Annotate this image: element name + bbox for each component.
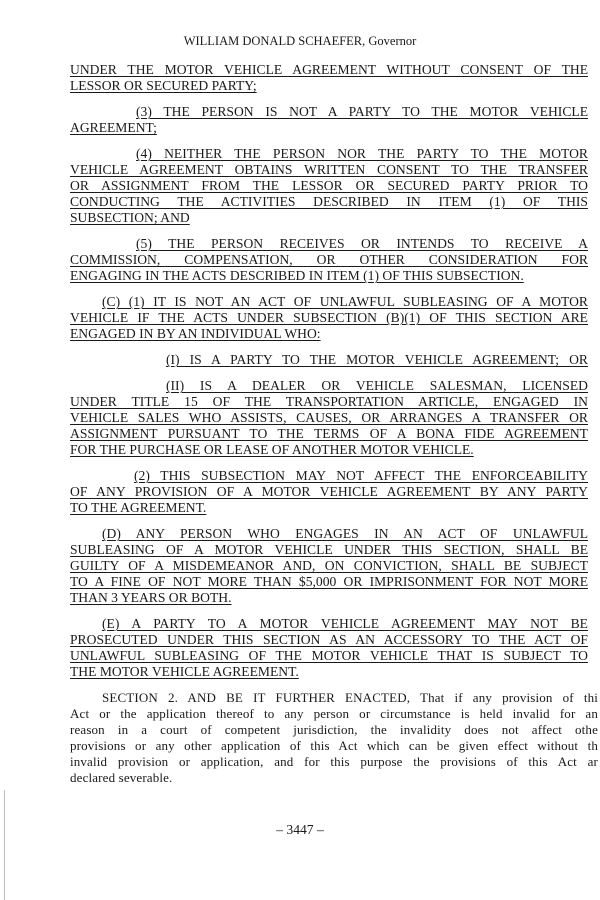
page-header: WILLIAM DONALD SCHAEFER, Governor	[183, 34, 417, 48]
text-line: UNDER THE MOTOR VEHICLE AGREEMENT WITHOUT CONSENT OF THE	[70, 62, 588, 77]
text-line: GUILTY OF A MISDEMEANOR AND, ON CONVICTION, SHALL BE SUBJECT	[70, 558, 588, 573]
text-line: TO A FINE OF NOT MORE THAN $5,000 OR IMPRISONMENT FOR NOT MORE	[70, 574, 588, 589]
text-line: ASSIGNMENT PURSUANT TO THE TERMS OF A BONA FIDE AGREEMENT	[70, 426, 588, 441]
text-line: invalid provision or application, and for this purpose the provisions of this Act ar	[70, 754, 598, 769]
text-line: THAN 3 YEARS OR BOTH.	[70, 590, 232, 605]
text-line: CONDUCTING THE ACTIVITIES DESCRIBED IN ITEM (1) OF THIS	[70, 194, 588, 209]
text-line: SUBSECTION; AND	[70, 210, 190, 225]
text-line: TO THE AGREEMENT.	[70, 500, 207, 515]
text-line: (I) IS A PARTY TO THE MOTOR VEHICLE AGREEMENT; OR	[166, 352, 588, 367]
text-line: AGREEMENT;	[70, 120, 157, 135]
text-line: VEHICLE IF THE ACTS UNDER SUBSECTION (B)(1) OF THIS SECTION ARE	[70, 310, 588, 325]
text-line: ENGAGED IN BY AN INDIVIDUAL WHO:	[70, 326, 321, 341]
text-line: (2) THIS SUBSECTION MAY NOT AFFECT THE ENFORCEABILITY	[134, 468, 588, 483]
page-number: – 3447 –	[276, 822, 324, 837]
text-line: PROSECUTED UNDER THIS SECTION AS AN ACCESSORY TO THE ACT OF	[70, 632, 588, 647]
text-line: (II) IS A DEALER OR VEHICLE SALESMAN, LICENSED	[166, 378, 588, 393]
text-line: VEHICLE AGREEMENT OBTAINS WRITTEN CONSENT TO THE TRANSFER	[70, 162, 588, 177]
text-line: (E) A PARTY TO A MOTOR VEHICLE AGREEMENT MAY NOT BE	[102, 616, 588, 631]
text-line: FOR THE PURCHASE OR LEASE OF ANOTHER MOTOR VEHICLE.	[70, 442, 474, 457]
scan-edge-line	[4, 790, 5, 900]
text-line: UNLAWFUL SUBLEASING OF THE MOTOR VEHICLE THAT IS SUBJECT TO	[70, 648, 588, 663]
text-line: ENGAGING IN THE ACTS DESCRIBED IN ITEM (1) OF THIS SUBSECTION.	[70, 268, 524, 283]
text-line: Act or the application thereof to any person or circumstance is held invalid for an	[70, 706, 598, 721]
text-line: OF ANY PROVISION OF A MOTOR VEHICLE AGREEMENT BY ANY PARTY	[70, 484, 588, 499]
text-line: (4) NEITHER THE PERSON NOR THE PARTY TO THE MOTOR	[136, 146, 588, 161]
text-line: (5) THE PERSON RECEIVES OR INTENDS TO RECEIVE A	[136, 236, 588, 251]
text-line: (C) (1) IT IS NOT AN ACT OF UNLAWFUL SUBLEASING OF A MOTOR	[102, 294, 588, 309]
text-line: OR ASSIGNMENT FROM THE LESSOR OR SECURED PARTY PRIOR TO	[70, 178, 588, 193]
text-line: LESSOR OR SECURED PARTY;	[70, 78, 257, 93]
text-line: (3) THE PERSON IS NOT A PARTY TO THE MOTOR VEHICLE	[136, 104, 588, 119]
text-line: THE MOTOR VEHICLE AGREEMENT.	[70, 664, 299, 679]
text-line: SECTION 2. AND BE IT FURTHER ENACTED, That if any provision of thi	[102, 690, 598, 705]
text-line: SUBLEASING OF A MOTOR VEHICLE UNDER THIS SECTION, SHALL BE	[70, 542, 588, 557]
text-line: reason in a court of competent jurisdiction, the invalidity does not affect othe	[70, 722, 598, 737]
text-line: provisions or any other application of this Act which can be given effect without th	[70, 738, 598, 753]
text-line: UNDER TITLE 15 OF THE TRANSPORTATION ARTICLE, ENGAGED IN	[70, 394, 588, 409]
text-line: VEHICLE SALES WHO ASSISTS, CAUSES, OR ARRANGES A TRANSFER OR	[70, 410, 588, 425]
text-line: declared severable.	[70, 770, 173, 785]
text-line: COMMISSION, COMPENSATION, OR OTHER CONSIDERATION FOR	[70, 252, 588, 267]
text-line: (D) ANY PERSON WHO ENGAGES IN AN ACT OF UNLAWFUL	[102, 526, 588, 541]
